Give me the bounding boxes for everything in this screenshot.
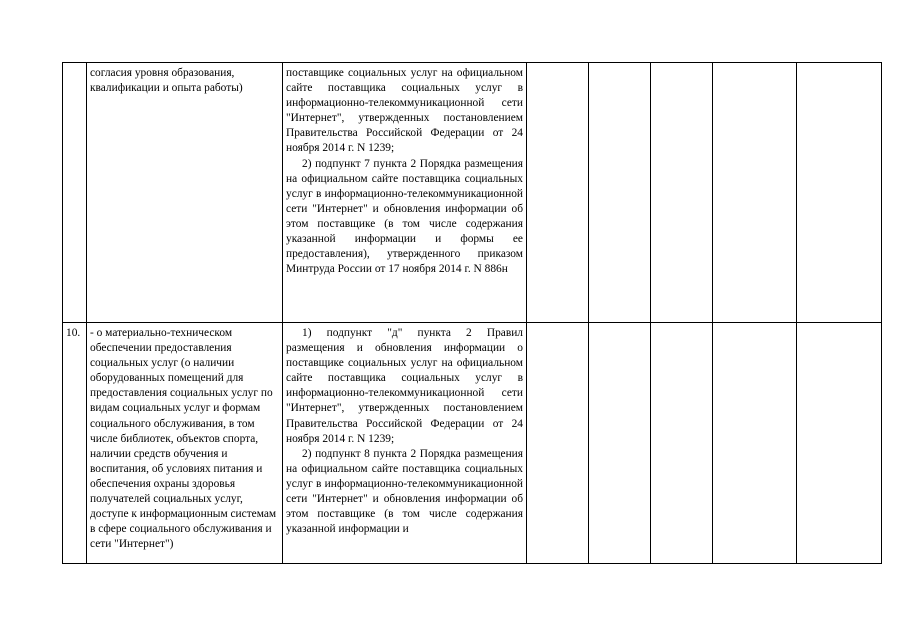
empty-cell [651,63,713,323]
legal-basis-paragraph: 2) подпункт 7 пункта 2 Порядка размещения на официальном сайте поставщика социальных услуг в информационно-телекоммуникационной сети "Интернет" и обновления информации об этом поставщике (в том числе содержания указанной информации и формы ее предоставления), утвержденного приказом Минтруда России от 17 ноября 2014 г. N 886н [286,157,523,276]
requirements-table [62,62,882,564]
empty-cell [527,63,589,323]
empty-cell [713,63,797,323]
table-row [63,323,882,564]
row-number [63,63,87,323]
empty-cell [713,323,797,564]
legal-basis-paragraph: поставщике социальных услуг на официальном сайте поставщика социальных услуг в информационно-телекоммуникационной сети "Интернет", утвержденных постановлением Правительства Российской Федерации от 24 ноября 2014 г. N 1239; [286,67,523,155]
legal-basis-paragraph: 1) подпункт "д" пункта 2 Правил размещения и обновления информации о поставщике социальных услуг на официальном сайте поставщика социальных услуг в информационно-телекоммуникационной сети "Интернет", утвержденных постановлением Правительства Российской Федерации от 24 ноября 2014 г. N 1239; [286,327,523,445]
table-row [63,63,882,323]
empty-cell [527,323,589,564]
legal-basis-cell [283,323,527,564]
empty-cell [651,323,713,564]
legal-basis-paragraph: 2) подпункт 8 пункта 2 Порядка размещения на официальном сайте поставщика социальных услуг в информационно-телекоммуникационной сети "Интернет" и обновления информации об этом поставщике (в том числе содержания указанной информации и [286,447,523,536]
empty-cell [589,323,651,564]
empty-cell [589,63,651,323]
row-label: - о материально-техническом обеспечении предоставления социальных услуг (о наличии оборудованных помещений для предоставления социальных услуг по видам социальных услуг и формам социального обслуживания, в том числе библиотек, объектов спорта, наличии средств обучения и воспитания, об условиях питания и обеспечения охраны здоровья получателей социальных услуг, доступе к информационным системам в сфере социального обслуживания и сети "Интернет") [87,323,283,564]
empty-cell [797,323,882,564]
row-label: согласия уровня образования, квалификации и опыта работы) [87,63,283,323]
legal-basis-cell [283,63,527,323]
empty-cell [797,63,882,323]
row-number: 10. [63,323,87,564]
